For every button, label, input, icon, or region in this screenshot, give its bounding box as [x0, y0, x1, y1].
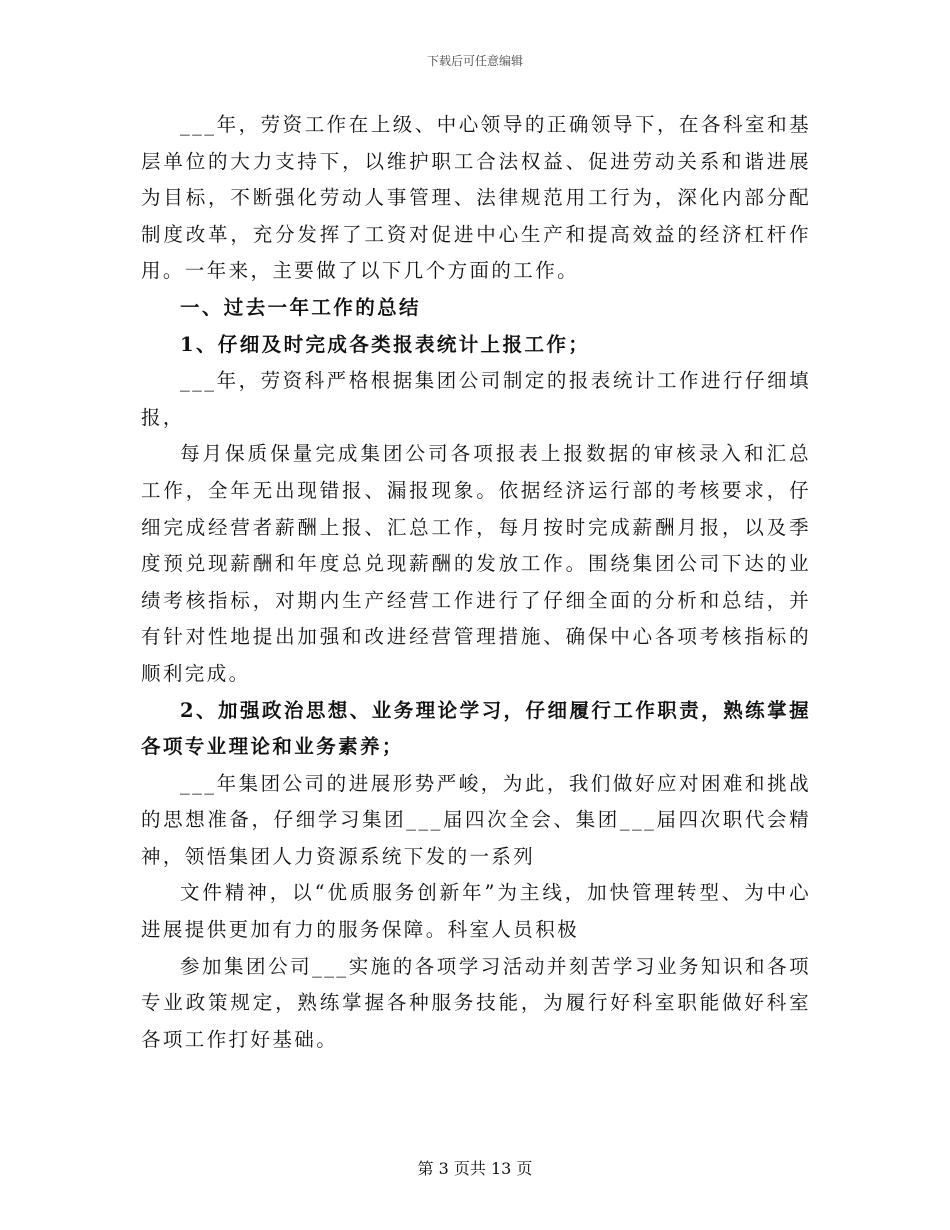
subheading-study: 2、加强政治思想、业务理论学习，仔细履行工作职责，熟练掌握各项专业理论和业务素养； [141, 698, 811, 759]
paragraph-study-spirit: 文件精神，以“优质服务创新年”为主线，加快管理转型、为中心进展提供更加有力的服务保障。科室人员积极 [141, 881, 811, 942]
paragraph-intro: ___年，劳资工作在上级、中心领导的正确领导下，在各科室和基层单位的大力支持下，以维护职工合法权益、促进劳动关系和谐进展为目标，不断强化劳动人事管理、法律规范用工行为，深化内部分配制度改革，充分发挥了工资对促进中心生产和提高效益的经济杠杆作用。一年来，主要做了以下几个方面的工作。 [141, 113, 811, 283]
page-header: 下载后可任意编辑 [426, 54, 523, 68]
paragraph-study-activities: 参加集团公司___实施的各项学习活动并刻苦学习业务知识和各项专业政策规定，熟练掌握各种服务技能，为履行好科室职能做好科室各项工作打好基础。 [141, 954, 811, 1051]
paragraph-reports-intro: ___年，劳资科严格根据集团公司制定的报表统计工作进行仔细填报， [141, 369, 811, 429]
document-body [141, 107, 811, 1058]
paragraph-reports-detail: 每月保质保量完成集团公司各项报表上报数据的审核录入和汇总工作，全年无出现错报、漏报现象。依据经济运行部的考核要求，仔细完成经营者薪酬上报、汇总工作，每月按时完成薪酬月报，以及季度预兑现薪酬和年度总兑现薪酬的发放工作。围绕集团公司下达的业绩考核指标，对期内生产经营工作进行了仔细全面的分析和总结，并有针对性地提出加强和改进经营管理措施、确保中心各项考核指标的顺利完成。 [141, 442, 811, 685]
subheading-reports: 1、仔细及时完成各类报表统计上报工作； [180, 332, 591, 356]
section-heading-summary: 一、过去一年工作的总结 [180, 295, 421, 319]
page-number: 第 3 页共 13 页 [417, 1159, 533, 1178]
paragraph-study-intro: ___年集团公司的进展形势严峻，为此，我们做好应对困难和挑战的思想准备，仔细学习集团___届四次全会、集团___届四次职代会精神，领悟集团人力资源系统下发的一系列 [141, 771, 811, 868]
